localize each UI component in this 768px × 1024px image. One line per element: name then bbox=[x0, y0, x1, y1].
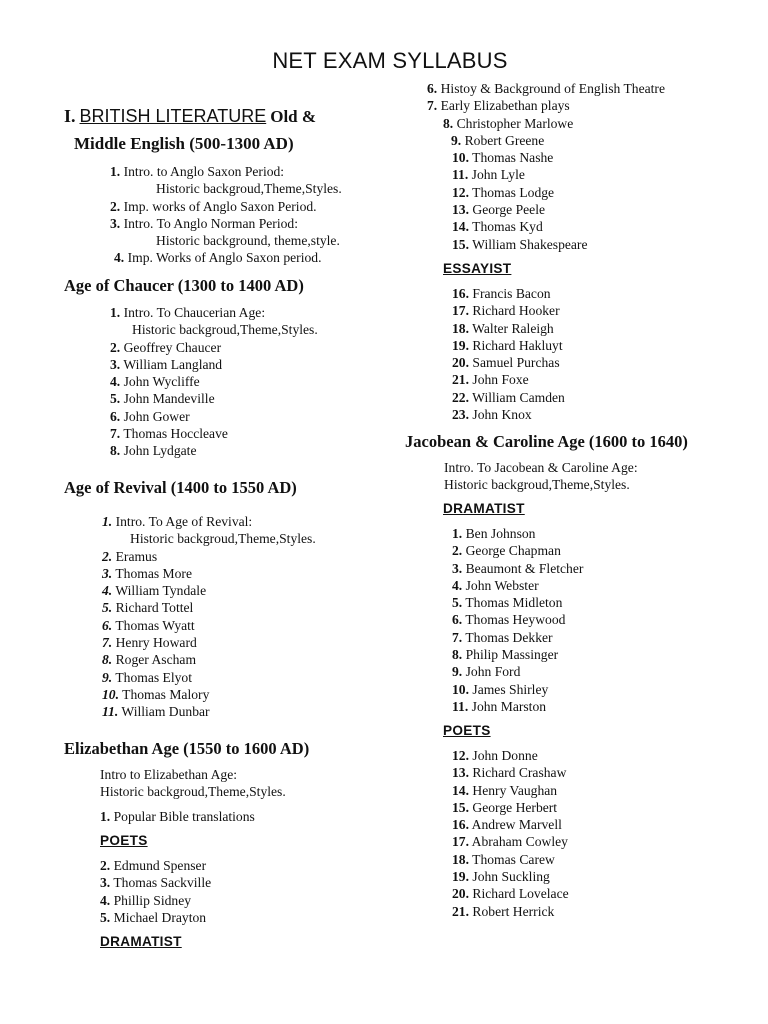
section-heading-jacobean: Jacobean & Caroline Age (1600 to 1640) bbox=[405, 432, 688, 451]
list-item: 6. John Gower bbox=[110, 408, 190, 424]
jacobean-dramatists-list bbox=[452, 525, 583, 715]
list-item: 20. Samuel Purchas bbox=[452, 355, 560, 371]
list-item: 15. George Herbert bbox=[452, 799, 558, 815]
list-item: 6. Thomas Wyatt bbox=[102, 617, 195, 633]
list-item: 10. Thomas Malory bbox=[102, 686, 210, 702]
list-item: 2. Geoffrey Chaucer bbox=[110, 339, 222, 355]
list-item: Historic backgroud,Theme,Styles. bbox=[130, 531, 316, 547]
list-item: Historic backgroud,Theme,Styles. bbox=[132, 322, 318, 338]
list-item: 13. Richard Crashaw bbox=[452, 765, 567, 781]
list-item: 4. Phillip Sidney bbox=[100, 892, 192, 908]
list-item: 5. John Mandeville bbox=[110, 391, 215, 407]
list-item: 21. Robert Herrick bbox=[452, 903, 555, 919]
intro-line: Intro to Elizabethan Age: bbox=[100, 767, 238, 782]
list-item: 4. Imp. Works of Anglo Saxon period. bbox=[114, 250, 322, 266]
list-item: 8. Christopher Marlowe bbox=[443, 115, 574, 131]
list-item: Historic backgroud,Theme,Styles. bbox=[156, 181, 342, 197]
list-item: 9. Robert Greene bbox=[451, 132, 545, 148]
list-item: 4. John Webster bbox=[452, 577, 539, 593]
list-item: 23. John Knox bbox=[452, 407, 532, 423]
section-heading-chaucer: Age of Chaucer (1300 to 1400 AD) bbox=[64, 276, 304, 295]
list-item: 3. Thomas Sackville bbox=[100, 875, 212, 891]
list-item: 14. Henry Vaughan bbox=[452, 782, 558, 798]
list-item: 10. Thomas Nashe bbox=[452, 150, 554, 166]
list-item: 16. Francis Bacon bbox=[452, 286, 551, 301]
part-heading bbox=[64, 106, 316, 127]
intro-line: Intro. To Jacobean & Caroline Age: bbox=[444, 460, 638, 475]
list-item: 17. Abraham Cowley bbox=[452, 834, 568, 850]
list-item: 15. William Shakespeare bbox=[452, 236, 588, 252]
list-item: 1. Intro. To Chaucerian Age: bbox=[110, 305, 266, 320]
list-item: 10. James Shirley bbox=[452, 681, 549, 697]
jacobean-poets-list bbox=[452, 747, 569, 920]
list-item: 8. Roger Ascham bbox=[102, 652, 197, 668]
revival-list bbox=[102, 513, 316, 721]
subheading-poets: POETS bbox=[443, 723, 491, 738]
elizabethan-poets-list bbox=[100, 857, 211, 926]
list-item: 12. John Donne bbox=[452, 748, 538, 763]
list-item: 7. Henry Howard bbox=[102, 635, 197, 651]
list-item: 22. William Camden bbox=[452, 389, 565, 405]
list-item: 20. Richard Lovelace bbox=[452, 886, 569, 902]
list-item: 19. John Suckling bbox=[452, 869, 550, 885]
subheading-essayist: ESSAYIST bbox=[443, 261, 512, 276]
list-item: 18. Thomas Carew bbox=[452, 851, 555, 867]
elizabethan-essayists-list bbox=[452, 285, 565, 423]
list-item: 11. John Marston bbox=[452, 698, 547, 714]
list-item: 3. Intro. To Anglo Norman Period: bbox=[110, 215, 298, 231]
list-item: 11. John Lyle bbox=[452, 167, 525, 183]
chaucer-list bbox=[110, 304, 318, 460]
list-item: 4. John Wycliffe bbox=[110, 374, 200, 390]
list-item: 14. Thomas Kyd bbox=[452, 219, 543, 235]
list-item: 3. Thomas More bbox=[102, 565, 192, 581]
list-item: 1. Ben Johnson bbox=[452, 526, 536, 541]
list-item: 1. Intro. To Age of Revival: bbox=[102, 514, 253, 529]
list-item: 7. Thomas Dekker bbox=[452, 629, 553, 645]
list-item: 1. Intro. to Anglo Saxon Period: bbox=[110, 164, 285, 179]
document-title: NET EXAM SYLLABUS bbox=[272, 48, 508, 73]
part-roman-numeral: I. bbox=[64, 106, 76, 126]
list-item: 2. Eramus bbox=[102, 548, 158, 564]
intro-line: Historic backgroud,Theme,Styles. bbox=[444, 477, 630, 493]
list-item: 16. Andrew Marvell bbox=[452, 817, 562, 833]
list-item: 19. Richard Hakluyt bbox=[452, 337, 563, 353]
subheading-dramatist: DRAMATIST bbox=[100, 934, 182, 949]
list-item: 18. Walter Raleigh bbox=[452, 320, 554, 336]
section-heading-elizabethan: Elizabethan Age (1550 to 1600 AD) bbox=[64, 739, 310, 758]
intro-line: Historic backgroud,Theme,Styles. bbox=[100, 784, 286, 800]
list-item: 3. Beaumont & Fletcher bbox=[452, 560, 584, 576]
list-item: 11. William Dunbar bbox=[102, 704, 210, 720]
list-item: 13. George Peele bbox=[452, 202, 546, 218]
elizabethan-intro bbox=[100, 766, 286, 801]
old-middle-list bbox=[110, 163, 342, 267]
list-item: 17. Richard Hooker bbox=[452, 303, 560, 319]
list-item: 5. Michael Drayton bbox=[100, 909, 207, 925]
list-item: 6. Histoy & Background of English Theatre bbox=[427, 81, 665, 96]
list-item: 2. Imp. works of Anglo Saxon Period. bbox=[110, 198, 317, 214]
list-item: 6. Thomas Heywood bbox=[452, 612, 566, 628]
list-item: 21. John Foxe bbox=[452, 372, 529, 388]
list-item: 4. William Tyndale bbox=[102, 583, 207, 599]
elizabethan-dramatists-list bbox=[427, 80, 665, 253]
part-title: BRITISH LITERATURE bbox=[79, 106, 267, 126]
list-item: 5. Thomas Midleton bbox=[452, 595, 563, 611]
period-heading-old-middle: Middle English (500-1300 AD) bbox=[74, 134, 294, 153]
subheading-poets: POETS bbox=[100, 833, 148, 848]
list-item: 3. William Langland bbox=[110, 356, 223, 372]
list-item: 8. John Lydgate bbox=[110, 443, 197, 459]
jacobean-intro bbox=[444, 459, 638, 494]
list-item: 8. Philip Massinger bbox=[452, 647, 559, 663]
list-item: 1. Popular Bible translations bbox=[100, 809, 255, 824]
list-item: 2. George Chapman bbox=[452, 543, 561, 559]
list-item: 7. Early Elizabethan plays bbox=[427, 98, 570, 114]
list-item: Historic background, theme,style. bbox=[156, 233, 340, 249]
list-item: 5. Richard Tottel bbox=[102, 600, 194, 616]
list-item: 2. Edmund Spenser bbox=[100, 858, 207, 873]
subheading-dramatist: DRAMATIST bbox=[443, 501, 525, 516]
part-title-rest: Old & bbox=[270, 107, 317, 126]
list-item: 9. Thomas Elyot bbox=[102, 669, 193, 685]
section-heading-revival: Age of Revival (1400 to 1550 AD) bbox=[64, 478, 297, 497]
list-item: 9. John Ford bbox=[452, 664, 521, 680]
list-item: 12. Thomas Lodge bbox=[452, 184, 555, 200]
list-item: 7. Thomas Hoccleave bbox=[110, 426, 228, 442]
